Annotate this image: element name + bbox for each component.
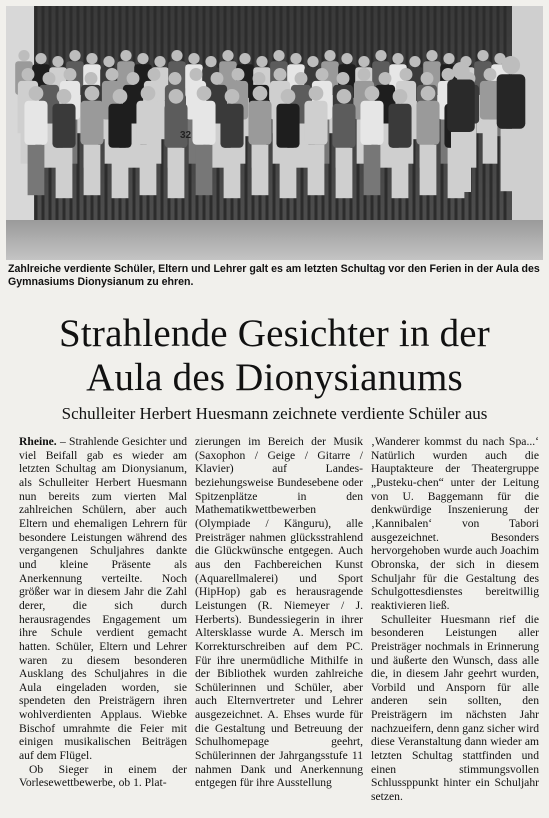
- article-body: [19, 435, 539, 815]
- article-paragraph: ‚Wanderer kommst du nach Spa...‘ Natürlich wurden auch die Hauptakteure der Theatergruppe „Pusteku-chen“ unter der Leitung von U. Baggemann für die denkwürdige Inszenierung der ‚Kannibalen‘ von Tabori ausgezeichnet. Besonders hervorgehoben wurde auch Joachim Obronska, der sich in diesem Schuljahr für die Gestaltung des Schulgottesdienstes bereitwillig reaktivieren ließ.: [371, 435, 539, 612]
- person: [332, 89, 355, 198]
- person: [276, 89, 299, 198]
- headline-line-2: Aula des Dionysianums: [86, 356, 463, 399]
- article-paragraph: zierungen im Bereich der Musik (Saxophon / Geige / Gitarre / Klavier) auf Landes- beziehungsweise Bundesebene oder Spitzenplätze in den Mathematikwettbewerben (Olympiade / Känguru), alle Preisträger nahmen glücksstrahlend die Glückwünsche entgegen. Auch aus den Fachbereichen Kunst (Aquarellmalerei) und Sport (HipHop) gab es herausragende Leistungen (R. Niemeyer / J. Herberts). Bundessiegerin in ihrer Altersklasse wurde A. Mersch im Korrekturschreiben auf dem PC. Für ihre unermüdliche Mithilfe in der Bibliothek wurden zahlreiche Schülerinnen und Schüler, aber auch Elternvertreter und Lehrer ausgezeichnet. A. Ehses wurde für die Gestaltung und Betreuung der Schulhomepage geehrt, Schülerinnen der Jahrgangsstufe 11 nahmen Dank und Anerkennung entgegen für ihre Ausstellung: [195, 435, 363, 790]
- article-column-2: [195, 435, 363, 815]
- group-photo-illustration: [6, 6, 543, 260]
- person: [304, 86, 327, 195]
- article-column-3: [371, 435, 539, 815]
- photo-caption: Zahlreiche verdiente Schüler, Eltern und Lehrer galt es am letzten Schultag vor den Ferien in der Aula des Gymnasiums Dionysianum zu ehren.: [8, 263, 540, 288]
- person: [52, 89, 75, 198]
- person: [497, 56, 526, 191]
- paragraph-text: – Strahlende Gesichter und viel Beifall gab es wieder am letzten Schultag am Dionysianum, als Schulleiter Herbert Huesmann nun bereits zum vierten Mal zahlreichen Schülern, aber auch Eltern und ehemaligen Lehrern für besondere Leistungen während des vergangenen Schuljahres dankte und kleine Präsente als Anerkennung verteilte. Noch größer war in diesem Jahr die Zahl derer, die sich durch herausragendes Engagement um ihre Schule verdient gemacht hatten. Schüler, Eltern und Lehrer waren zu diesem besonderen Ausklang des Schuljahres in die Aula eingeladen worden, sie spendeten den Preisträgern ihren wohlverdienten Applaus. Wiebke Bischof umrahmte die Feier mit einigen musikalischen Beiträgen auf dem Flügel.: [19, 435, 187, 763]
- article-column-1: [19, 435, 187, 815]
- subheadline: Schulleiter Herbert Huesmann zeichnete verdiente Schüler aus: [61, 404, 488, 423]
- person: [108, 89, 131, 198]
- headline-line-1: Strahlende Gesichter in der: [59, 312, 490, 355]
- person: [220, 89, 243, 198]
- headline: [0, 312, 549, 400]
- person: [447, 62, 475, 192]
- person: [24, 86, 47, 195]
- person: [192, 86, 215, 195]
- article-paragraph: [19, 435, 187, 763]
- person: [80, 86, 103, 195]
- jersey-number: 32: [180, 130, 192, 141]
- group-photo: [6, 6, 543, 260]
- person: [248, 86, 271, 195]
- person: [360, 86, 383, 195]
- article-paragraph: Schulleiter Huesmann rief die besonderen Leistungen aller Preisträger nochmals in Erinnerung und äußerte den Wunsch, dass alle die, in diesem Jahr geehrt wurden, Vorbild und Ansporn für alle anderen sein sollten, den Preisträgern im nächsten Jahr nachzueifern, denn ganz sicher wird diese Veranstaltung dann wieder am letzten Schultag stattfinden und einen stimmungsvollen Schlussppunkt hinter ein Schuljahr setzen.: [371, 612, 539, 804]
- person: [388, 89, 411, 198]
- person: [136, 86, 159, 195]
- person: [164, 89, 187, 198]
- person: [416, 86, 439, 195]
- dateline-place: Rheine.: [19, 435, 57, 448]
- article-paragraph: Ob Sieger in einem der Vorlesewettbewerbe, ob 1. Plat-: [19, 762, 187, 790]
